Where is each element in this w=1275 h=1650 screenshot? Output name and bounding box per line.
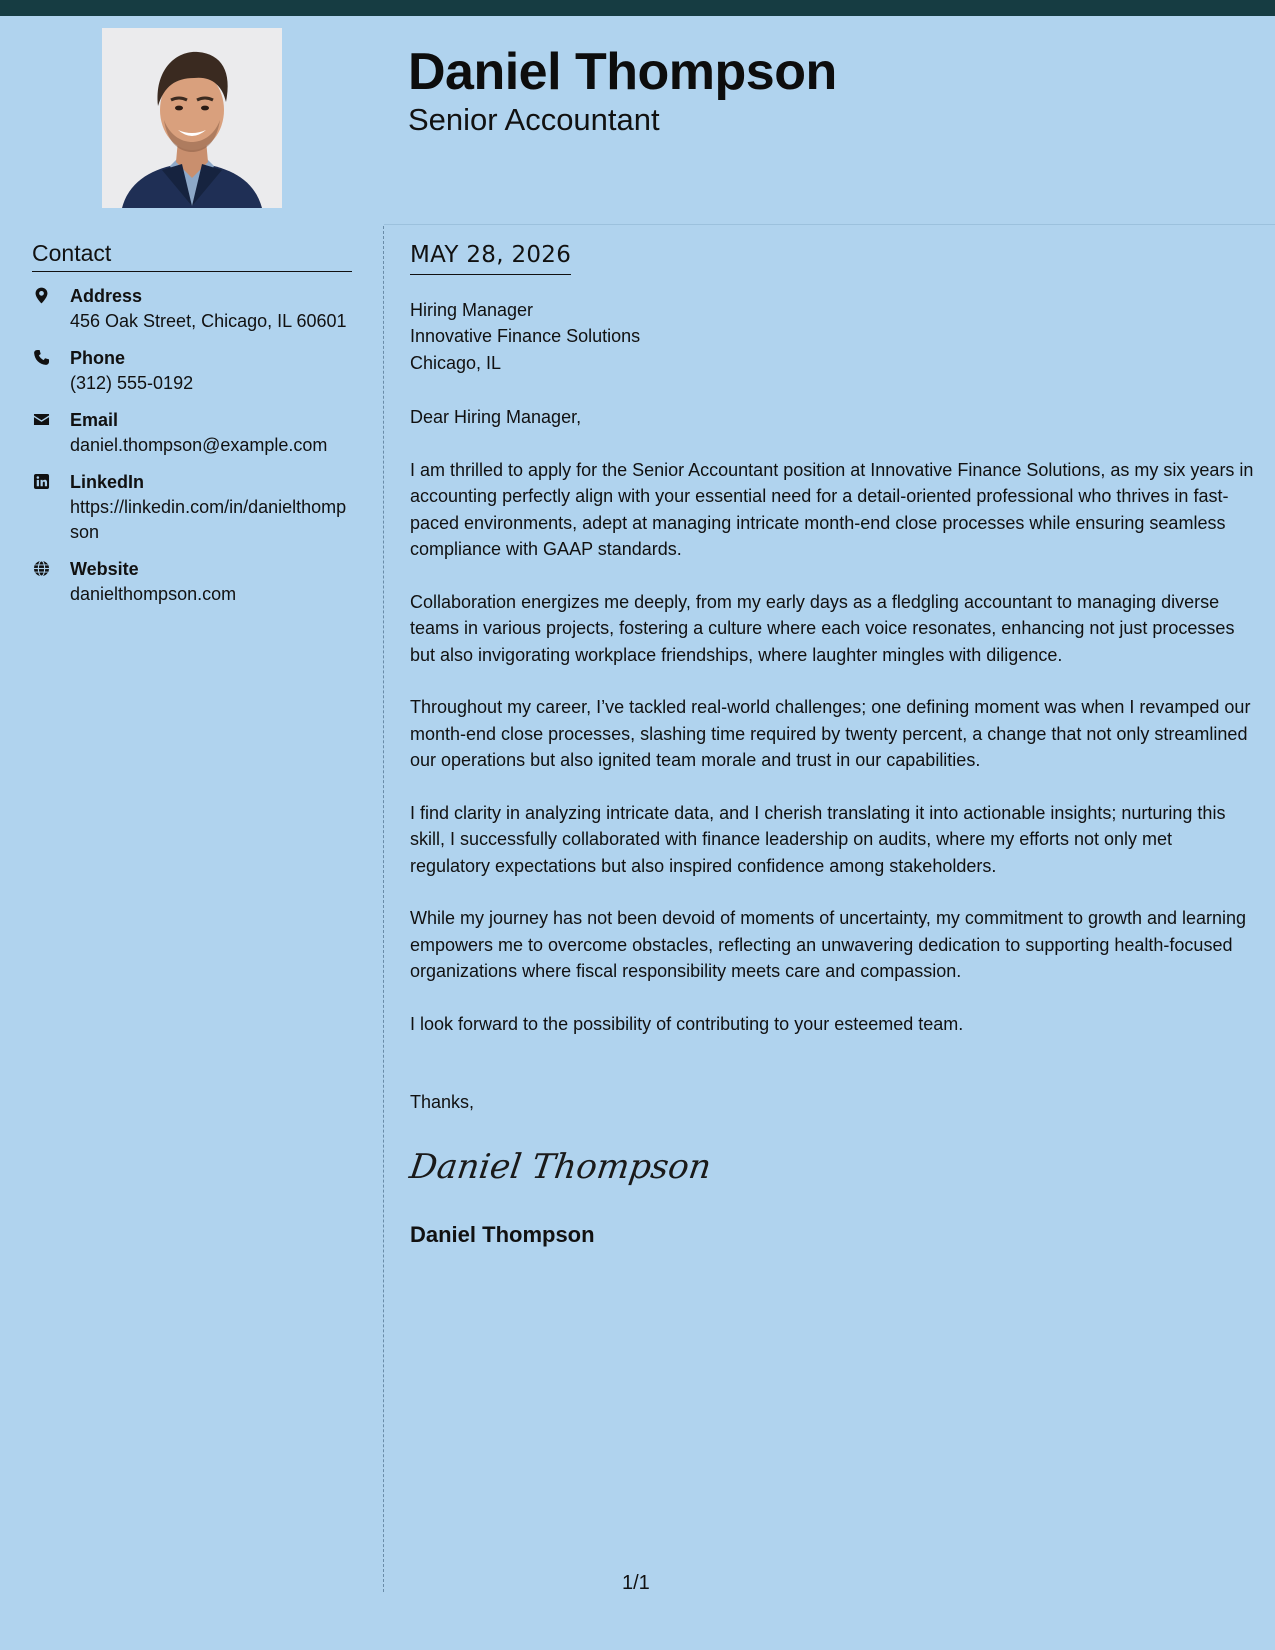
- globe-icon: [32, 557, 70, 578]
- contact-phone: [32, 346, 352, 396]
- letter-date: MAY 28, 2026: [410, 242, 571, 275]
- contact-value: (312) 555-0192: [70, 373, 194, 393]
- contact-sidebar: [32, 240, 352, 619]
- recipient-line: Chicago, IL: [410, 352, 502, 373]
- applicant-name: Daniel Thompson: [408, 43, 837, 101]
- envelope-icon: [32, 408, 70, 429]
- handwritten-signature: [407, 1138, 1255, 1194]
- phone-icon: [32, 346, 70, 367]
- contact-address: [32, 284, 352, 334]
- svg-text:Daniel Thompson: Daniel Thompson: [407, 1146, 714, 1187]
- contact-value: 456 Oak Street, Chicago, IL 60601: [70, 311, 347, 331]
- linkedin-icon: [32, 470, 70, 491]
- contact-value[interactable]: daniel.thompson@example.com: [70, 435, 328, 455]
- paragraph: I look forward to the possibility of contributing to your esteemed team.: [410, 1013, 964, 1034]
- closing: Thanks,: [410, 1092, 475, 1112]
- letter-body: [407, 242, 1255, 1248]
- contact-label: LinkedIn: [70, 472, 145, 492]
- contact-value[interactable]: danielthompson.com: [70, 584, 237, 604]
- contact-value[interactable]: https://linkedin.com/in/danielthompson: [70, 497, 347, 542]
- recipient-line: Hiring Manager: [410, 299, 534, 320]
- contact-label: Email: [70, 410, 119, 430]
- page-number: 1/1: [622, 1572, 650, 1594]
- contact-label: Phone: [70, 348, 126, 368]
- paragraph: While my journey has not been devoid of moments of uncertainty, my commitment to growth and learning empowers me to overcome obstacles, reflecting an unwavering dedication to supporting health-focused organizations where fiscal responsibility meets care and compassion.: [410, 908, 1247, 981]
- contact-website: [32, 557, 352, 607]
- paragraph: I am thrilled to apply for the Senior Accountant position at Innovative Finance Solutions, as my six years in accounting perfectly align with your essential need for a detail-oriented professional who thrives in fast-paced environments, adept at managing intricate month-end close processes while ensuring seamless compliance with GAAP standards.: [410, 459, 1254, 559]
- paragraph: I find clarity in analyzing intricate data, and I cherish translating it into actionable insights; nurturing this skill, I successfully collaborated with finance leadership on audits, where my efforts not only met regulatory expectations but also inspired confidence among stakeholders.: [410, 802, 1226, 876]
- signer-name: Daniel Thompson: [410, 1221, 595, 1247]
- recipient-line: Innovative Finance Solutions: [410, 326, 641, 346]
- greeting: Dear Hiring Manager,: [410, 407, 582, 427]
- header-divider: [384, 224, 1275, 225]
- contact-label: Address: [70, 286, 143, 306]
- map-pin-icon: [32, 284, 70, 305]
- profile-photo: [102, 28, 282, 208]
- applicant-title: Senior Accountant: [408, 102, 660, 137]
- recipient-block: [410, 297, 1255, 377]
- column-divider: [383, 226, 384, 1592]
- contact-email: [32, 408, 352, 458]
- paragraph: Throughout my career, I’ve tackled real-world challenges; one defining moment was when I revamped our month-end close processes, slashing time required by twenty percent, a change that not only streamlined our operations but also ignited team morale and trust in our capabilities.: [410, 697, 1251, 770]
- paragraph: Collaboration energizes me deeply, from my early days as a fledgling accountant to managing diverse teams in various projects, fostering a culture where each voice resonates, enhancing not just processes but also invigorating workplace friendships, where laughter mingles with diligence.: [410, 591, 1235, 665]
- contact-label: Website: [70, 559, 139, 579]
- top-accent-bar: [0, 0, 1275, 16]
- contact-heading: Contact: [32, 240, 352, 272]
- contact-linkedin: [32, 470, 352, 545]
